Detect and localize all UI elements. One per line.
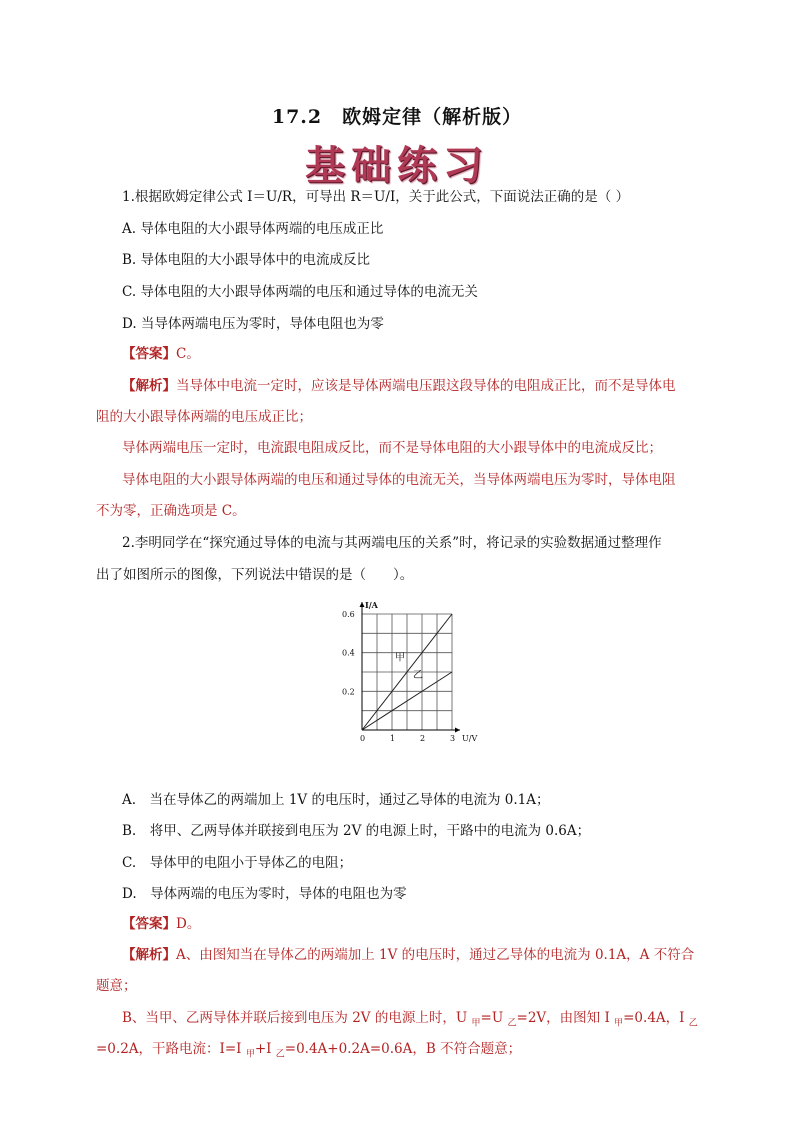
q2-analysis-line-2: 题意； (96, 978, 137, 994)
x-tick-label: 1 (390, 734, 396, 743)
analysis-text: A、由图知当在导体乙的两端加上 1V 的电压时，通过乙导体的电流为 0.1A，A 不符合 (176, 947, 695, 963)
text-run: =U (480, 1010, 508, 1026)
y-tick-label: 0.2 (342, 687, 355, 697)
y-axis-arrow (360, 602, 365, 607)
text-run: B、当甲、乙两导体并联后接到电压为 2V 的电源上时，U (122, 1010, 472, 1026)
q2-stem-line-2: 出了如图所示的图像，下列说法中错误的是（ ）。 (96, 567, 414, 583)
subscript: 甲 (245, 1049, 255, 1060)
answer-text: D。 (176, 916, 201, 932)
q2-analysis-line-1 (122, 943, 694, 963)
x-axis-label: U/V (462, 734, 478, 743)
q2-stem-line-1: 2.李明同学在“探究通过导体的电流与其两端电压的关系”时，将记录的实验数据通过整理作 (122, 535, 662, 551)
answer-text: C。 (176, 346, 200, 362)
text-run: =0.2A，干路电流：I=I (96, 1041, 246, 1057)
subscript: 乙 (275, 1049, 285, 1060)
x-tick-label: 2 (420, 734, 426, 743)
analysis-text: 当导体中电流一定时，应该是导体两端电压跟这段导体的电阻成正比，而不是导体电 (176, 378, 676, 394)
q2-option-b: B. 将甲、乙两导体并联接到电压为 2V 的电源上时，干路中的电流为 0.6A； (122, 823, 591, 839)
q1-stem: 1.根据欧姆定律公式 I＝U/R，可导出 R＝U/I，关于此公式，下面说法正确的是（ ） (122, 189, 630, 205)
y-axis-label: I/A (365, 600, 378, 610)
q1-option-a: A. 导体电阻的大小跟导体两端的电压成正比 (122, 221, 384, 237)
subscript: 乙 (507, 1018, 517, 1029)
q1-analysis-line-5: 不为零，正确选项是 C。 (96, 503, 246, 519)
graph-axes (360, 602, 461, 733)
text-run: =2V，由图知 I (516, 1010, 615, 1026)
analysis-tag: 【解析】 (122, 378, 176, 394)
subscript: 乙 (688, 1018, 698, 1029)
answer-tag: 【答案】 (122, 916, 176, 932)
text-run: =0.4A，I (623, 1010, 689, 1026)
subscript: 甲 (614, 1018, 624, 1029)
q2-option-d: D. 导体两端的电压为零时，导体的电阻也为零 (122, 886, 407, 902)
q1-analysis-line-3: 导体两端电压一定时，电流跟电阻成反比，而不是导体电阻的大小跟导体中的电流成反比； (122, 440, 662, 456)
q2-analysis-line-4 (96, 1037, 521, 1060)
q1-option-b: B. 导体电阻的大小跟导体中的电流成反比 (122, 252, 371, 268)
q1-option-c: C. 导体电阻的大小跟导体两端的电压和通过导体的电流无关 (122, 284, 478, 300)
section-banner: 基础练习 (305, 143, 489, 189)
iu-graph (330, 589, 478, 743)
q1-analysis-line-1 (122, 374, 676, 394)
y-tick-label: 0.4 (342, 648, 355, 658)
q1-answer (122, 342, 200, 362)
q1-analysis-line-2: 阻的大小跟导体两端的电压成正比； (96, 409, 312, 425)
x-tick-label: 3 (450, 734, 456, 743)
text-run: +I (254, 1041, 276, 1057)
q1-analysis-line-4: 导体电阻的大小跟导体两端的电压和通过导体的电流无关，当导体两端电压为零时，导体电阻 (122, 472, 676, 488)
q2-option-c: C. 导体甲的电阻小于导体乙的电阻； (122, 855, 353, 871)
q1-option-d: D. 当导体两端电压为零时，导体电阻也为零 (122, 316, 384, 332)
q2-analysis-line-3 (122, 1006, 698, 1029)
y-tick-label: 0.6 (342, 610, 355, 619)
subscript: 甲 (471, 1018, 481, 1029)
x-axis-arrow (455, 728, 460, 733)
answer-tag: 【答案】 (122, 346, 176, 362)
series-label-yi: 乙 (413, 669, 423, 681)
x-tick-label: 0 (360, 734, 366, 743)
q2-option-a: A. 当在导体乙的两端加上 1V 的电压时，通过乙导体的电流为 0.1A； (122, 792, 550, 808)
q2-answer (122, 912, 200, 932)
analysis-tag: 【解析】 (122, 947, 176, 963)
page-title: 17.2 欧姆定律（解析版） (271, 106, 523, 128)
series-label-jia: 甲 (395, 652, 405, 664)
text-run: =0.4A+0.2A=0.6A，B 不符合题意； (284, 1041, 522, 1057)
